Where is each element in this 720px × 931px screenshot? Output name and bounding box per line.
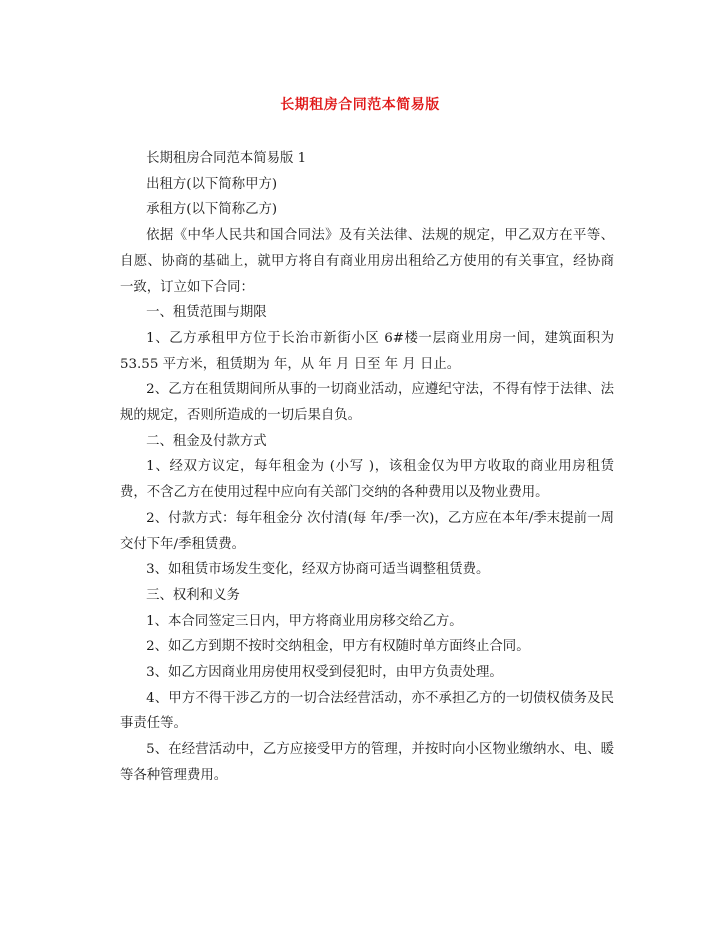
clause-1-1: 1、乙方承租甲方位于长治市新街小区 6#楼一层商业用房一间，建筑面积为 53.55 平方米，租赁期为 年，从 年 月 日至 年 月 日止。 (120, 330, 614, 372)
section-heading-rights: 三、权利和义务 (146, 587, 240, 603)
paragraph-preamble: 依据《中华人民共和国合同法》及有关法律、法规的规定，甲乙双方在平等、自愿、协商的基础上，就甲方将自有商业用房出租给乙方使用的有关事宜，经协商一致，订立如下合同： (120, 228, 614, 295)
clause-3-3: 3、如乙方因商业用房使用权受到侵犯时，由甲方负责处理。 (146, 665, 503, 681)
document-body (120, 146, 614, 789)
section-heading-scope: 一、租赁范围与期限 (146, 305, 267, 321)
paragraph-lessor: 出租方(以下简称甲方) (146, 176, 278, 192)
clause-3-5: 5、在经营活动中，乙方应接受甲方的管理，并按时向小区物业缴纳水、电、暖等各种管理费用。 (120, 742, 614, 783)
clause-2-1: 1、经双方议定，每年租金为 (小写 )，该租金仅为甲方收取的商业用房租赁费，不含乙方在使用过程中应向有关部门交纳的各种费用以及物业费用。 (120, 459, 614, 501)
clause-1-2: 2、乙方在租赁期间所从事的一切商业活动，应遵纪守法，不得有悖于法律、法规的规定，否则所造成的一切后果自负。 (120, 382, 614, 424)
clause-3-2: 2、如乙方到期不按时交纳租金，甲方有权随时单方面终止合同。 (146, 639, 530, 655)
clause-3-1: 1、本合同签定三日内，甲方将商业用房移交给乙方。 (146, 613, 463, 629)
clause-2-2: 2、付款方式：每年租金分 次付清(每 年/季一次)，乙方应在本年/季末提前一周交付下年/季租赁费。 (120, 510, 614, 552)
paragraph-heading: 长期租房合同范本简易版 1 (146, 151, 307, 166)
paragraph-lessee: 承租方(以下简称乙方) (146, 202, 278, 218)
document-title: 长期租房合同范本简易版 (280, 97, 440, 113)
clause-2-3: 3、如租赁市场发生变化，经双方协商可适当调整租赁费。 (146, 562, 490, 578)
clause-3-4: 4、甲方不得干涉乙方的一切合法经营活动，亦不承担乙方的一切债权债务及民事责任等。 (120, 690, 614, 732)
section-heading-rent: 二、租金及付款方式 (146, 433, 267, 449)
